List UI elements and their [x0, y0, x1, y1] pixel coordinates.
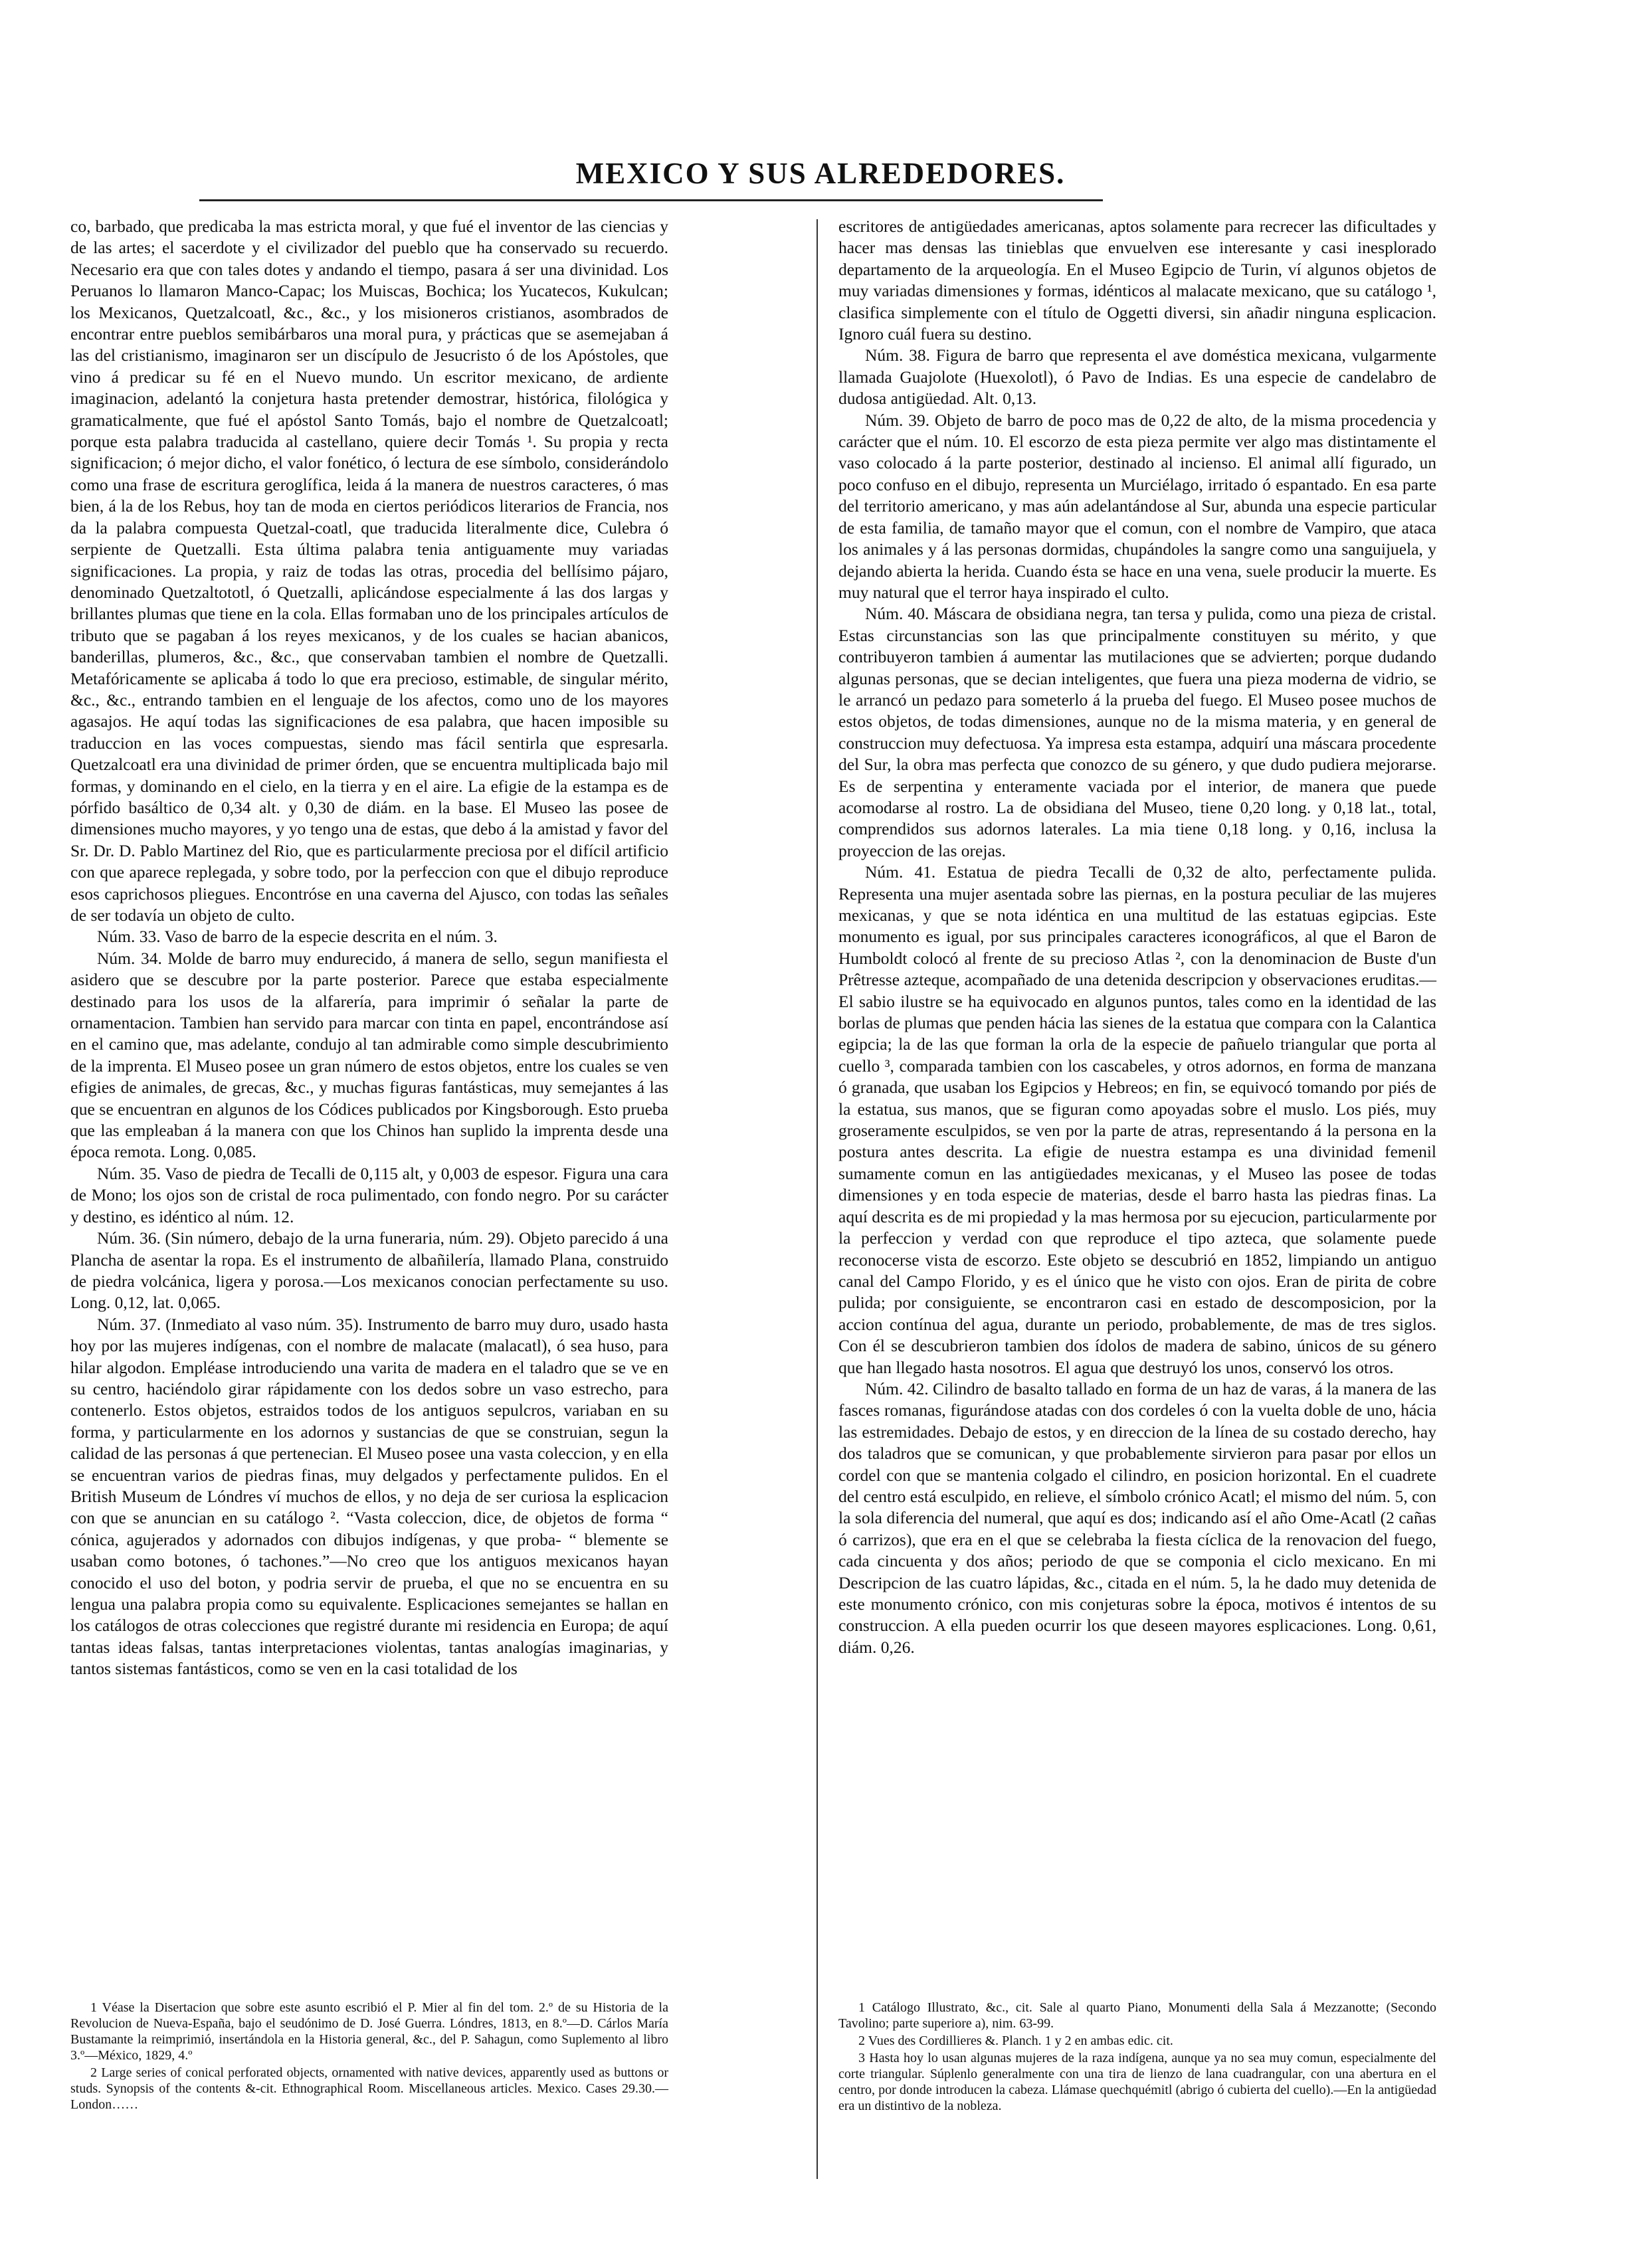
- footnote: 2 Large series of conical perforated objects, ornamented with native devices, apparently used as buttons or studs. Synopsis of the contents &-cit. Ethnographical Room. Miscellaneous articles. Mexico. Cases 29.30.—London……: [70, 2065, 668, 2112]
- paragraph: Núm. 42. Cilindro de basalto tallado en forma de un haz de varas, á la manera de las fasces romanas, figurándose atadas con dos cordeles ó con la vuelta doble de uno, hácia las estremidades. Debajo de estos, y en direccion de la línea de su costado derecho, hay dos taladros que se comunican, y que probablemente sirvieron para pasar por ellos un cordel con que se mantenia colgado el cilindro, en posicion horizontal. En el cuadrete del centro está esculpido, en relieve, el símbolo crónico Acatl; el mismo del núm. 5, con la sola diferencia del numeral, que aquí es dos; indicando así el año Ome-Acatl (2 cañas ó carrizos), que era en el que se celebraba la fiesta cíclica de la renovacion del fuego, cada cincuenta y dos años; periodo de que se componia el ciclo mexicano. En mi Descripcion de las cuatro lápidas, &c., citada en el núm. 5, la he dado muy detenida de este monumento crónico, con mis conjeturas sobre la época, motivos é intentos de su construccion. A ella pueden ocurrir los que deseen mayores esplicaciones. Long. 0,61, diám. 0,26.: [838, 1378, 1436, 1657]
- paragraph: Núm. 33. Vaso de barro de la especie descrita en el núm. 3.: [97, 927, 498, 947]
- title-rule: [199, 199, 1103, 201]
- footnote: 1 Catálogo Illustrato, &c., cit. Sale al quarto Piano, Monumenti della Sala á Mezzanotte; (Secondo Tavolino; parte superiore a), nim. 63-99.: [838, 2000, 1436, 2031]
- footnotes-right: [838, 2000, 1436, 2115]
- paragraph: Núm. 34. Molde de barro muy endurecido, á manera de sello, segun manifiesta el asidero que se descubre por la parte posterior. Parece que estaba especialmente destinado para los usos de la alfarería, para imprimir ó señalar la parte de ornamentacion. Tambien han servido para marcar con tinta en papel, encontrándose así en el camino que, mas adelante, condujo al tan admirable como simple descubrimiento de la imprenta. El Museo posee un gran número de estos objetos, entre los cuales se ven efigies de animales, de grecas, &c., y muchas figuras fantásticas, muy semejantes á las que se encuentran en algunos de los Códices publicados por Kingsborough. Esto prueba que las empleaban á la manera con que los Chinos han suplido la imprenta desde una época remota. Long. 0,085.: [70, 948, 668, 1162]
- paragraph: Núm. 35. Vaso de piedra de Tecalli de 0,115 alt, y 0,003 de espesor. Figura una cara de Mono; los ojos son de cristal de roca pulimentado, con fondo negro. Por su carácter y destino, es idéntico al núm. 12.: [70, 1163, 668, 1226]
- page-title: MEXICO Y SUS ALREDEDORES.: [575, 157, 1066, 190]
- left-column: [70, 216, 668, 1680]
- paragraph: Núm. 37. (Inmediato al vaso núm. 35). Instrumento de barro muy duro, usado hasta hoy por las mujeres indígenas, con el nombre de malacate (malacatl), ó sea huso, para hilar algodon. Empléase introduciendo una varita de madera en el taladro que se ve en su centro, haciéndolo girar rápidamente con los dedos sobre un vaso estrecho, para contenerlo. Estos objetos, estraidos todos de los antiguos sepulcros, variaban en su forma, y particularmente en los adornos y sustancias de que se construian, segun la calidad de las personas á que pertenecian. El Museo posee una vasta coleccion, y en ella se encuentran varios de piedras finas, muy delgados y perfectamente pulidos. En el British Museum de Lóndres ví muchos de ellos, y no deja de ser curiosa la esplicacion con que se anuncian en su catálogo ². “Vasta coleccion, dice, de objetos de forma “ cónica, agujerados y adornados con dibujos indígenas, y que proba- “ blemente se usaban como botones, ó tachones.”—No creo que los antiguos mexicanos hayan conocido el uso del boton, y podria servir de prueba, el que no se encuentra en su lengua una palabra propia como su equivalente. Esplicaciones semejantes se hallan en los catálogos de otras colecciones que registré durante mi residencia en Europa; de aquí tantas ideas falsas, tantas interpretaciones violentas, tantas analogías imaginarias, y tantos sistemas fantásticos, como se ven en la casi totalidad de los: [70, 1314, 668, 1679]
- footnote: 2 Vues des Cordillieres &. Planch. 1 y 2 en ambas edic. cit.: [858, 2033, 1173, 2048]
- paragraph: escritores de antigüedades americanas, aptos solamente para recrecer las dificultades y hacer mas densas las tinieblas que envuelven ese interesante y casi inesplorado departamento de la arqueología. En el Museo Egipcio de Turin, ví algunos objetos de muy variadas dimensiones y formas, idénticos al malacate mexicano, que su catálogo ¹, clasifica simplemente con el título de Oggetti diversi, sin añadir ninguna esplicacion. Ignoro cuál fuera su destino.: [838, 217, 1436, 344]
- footnote: 1 Véase la Disertacion que sobre este asunto escribió el P. Mier al fin del tom. 2.º de su Historia de la Revolucion de Nueva-España, bajo el seudónimo de D. José Guerra. Lóndres, 1813, en 8.º—D. Cárlos María Bustamante la reimprimió, insertándola en la Historia general, &c., del P. Sahagun, como Suplemento al libro 3.º—México, 1829, 4.º: [70, 2000, 668, 2063]
- paragraph: Núm. 41. Estatua de piedra Tecalli de 0,32 de alto, perfectamente pulida. Representa una mujer asentada sobre las piernas, en la postura peculiar de las mujeres mexicanas, y que se nota idéntica en una multitud de las estatuas egipcias. Este monumento es igual, por sus principales caracteres iconográficos, al que el Baron de Humboldt colocó al frente de su precioso Atlas ², con la denominacion de Buste d'un Prêtresse azteque, acompañado de una detenida descripcion y observaciones eruditas.—El sabio ilustre se ha equivocado en algunos puntos, tales como en la identidad de las borlas de plumas que penden hácia las sienes de la estatua que compara con la Calantica egipcia; la de las que forman la orla de la especie de pañuelo triangular que porta al cuello ³, comparada tambien con los cascabeles, y otros adornos, en forma de manzana ó granada, que usaban los Egipcios y Hebreos; en fin, se equivocó tomando por piés de la estatua, sus manos, que se figuran como apoyadas sobre el muslo. Los piés, muy groseramente esculpidos, se ven por la parte de atras, representando á la persona en la postura antes descrita. La efigie de nuestra estampa es una divinidad femenil sumamente comun en las antigüedades mexicanas, y el Museo las posee de todas dimensiones y en toda especie de materias, desde el barro hasta las piedras finas. La aquí descrita es de mi propiedad y la mas hermosa por su ejecucion, particularmente por la perfeccion y verdad con que reproduce el tipo azteca, que solamente puede reconocerse vista de escorzo. Este objeto se descubrió en 1852, limpiando un antiguo canal del Campo Florido, y es el único que he visto con ojos. Eran de pirita de cobre pulida; por consiguiente, se encontraron casi en estado de descomposicion, por la accion contínua del agua, durante un periodo, probablemente, de mas de tres siglos. Con él se descubrieron tambien dos ídolos de madera de sabino, únicos de su género que han llegado hasta nosotros. El agua que destruyó los unos, conservó los otros.: [838, 862, 1436, 1377]
- paragraph: Núm. 39. Objeto de barro de poco mas de 0,22 de alto, de la misma procedencia y carácter que el núm. 10. El escorzo de esta pieza permite ver algo mas distintamente el vaso colocado á la parte posterior, destinado al incienso. El animal allí figurado, un poco confuso en el dibujo, representa un Murciélago, irritado ó espantado. En esa parte del territorio americano, y mas aún adelantándose al Sur, abunda una especie particular de esta familia, de tamaño mayor que el comun, con el nombre de Vampiro, que ataca los animales y á las personas dormidas, chupándoles la sangre como una sanguijuela, y dejando abierta la herida. Cuando ésta se hace en una vena, suele producir la muerte. Es muy natural que el terror haya inspirado el culto.: [838, 410, 1436, 602]
- paragraph: Núm. 40. Máscara de obsidiana negra, tan tersa y pulida, como una pieza de cristal. Estas circunstancias son las que principalmente constituyen su mérito, y que contribuyeron tambien á aumentar las mutilaciones que se advierten; porque dudando algunas personas, que se decian inteligentes, que fuera una pieza moderna de vidrio, se le arrancó un pedazo para someterlo á la prueba del fuego. El Museo posee muchos de estos objetos, de todas dimensiones, aunque no de la misma materia, y en general de construccion muy defectuosa. Ya impresa esta estampa, adquirí una máscara procedente del Sur, la obra mas perfecta que conozco de su género, y que dudo pudiera mejorarse. Es de serpentina y enteramente vaciada por el interior, de manera que puede acomodarse al rostro. La de obsidiana del Museo, tiene 0,20 long. y 0,18 lat., total, comprendidos sus adornos laterales. La mia tiene 0,18 long. y 0,16, inclusa la proyeccion de las orejas.: [838, 604, 1436, 860]
- footnotes-left: [70, 2000, 668, 2114]
- paragraph: Núm. 36. (Sin número, debajo de la urna funeraria, núm. 29). Objeto parecido á una Plancha de asentar la ropa. Es el instrumento de albañilería, llamado Plana, construido de piedra volcánica, ligera y porosa.—Los mexicanos conocian perfectamente su uso. Long. 0,12, lat. 0,065.: [70, 1228, 668, 1313]
- footnote: 3 Hasta hoy lo usan algunas mujeres de la raza indígena, aunque ya no sea muy comun, especialmente del corte triangular. Súplenlo generalmente con una tira de lienzo de lana cuadrangular, con una abertura en el centro, por donde introducen la cabeza. Llámase quechquémitl (abrigo ó cubierta del cuello).—En la antigüedad era un distintivo de la nobleza.: [838, 2051, 1436, 2113]
- paragraph: Núm. 38. Figura de barro que representa el ave doméstica mexicana, vulgarmente llamada Guajolote (Huexolotl), ó Pavo de Indias. Es una especie de candelabro de dudosa antigüedad. Alt. 0,13.: [838, 345, 1436, 409]
- paragraph: co, barbado, que predicaba la mas estricta moral, y que fué el inventor de las ciencias y de las artes; el sacerdote y el civilizador del pueblo que ha conservado su recuerdo. Necesario era que con tales dotes y andando el tiempo, pasara á ser una divinidad. Los Peruanos lo llamaron Manco-Capac; los Muiscas, Bochica; los Yucatecos, Kukulcan; los Mexicanos, Quetzalcoatl, &c., &c., y los misioneros cristianos, asombrados de encontrar entre pueblos semibárbaros una moral pura, y prácticas que se asemejaban á las del cristianismo, imaginaron ser un discípulo de Jesucristo ó de los Apóstoles, que vino á predicar su fé en el Nuevo mundo. Un escritor mexicano, de ardiente imaginacion, adelantó la conjetura hasta pretender demostrar, histórica, filológica y gramaticalmente, que fué el apóstol Santo Tomás, bajo el nombre de Quetzalcoatl; porque esta palabra traducida al castellano, quiere decir Tomás ¹. Su propia y recta significacion; ó mejor dicho, el valor fonético, ó lectura de ese símbolo, considerándolo como una frase de escritura geroglífica, leida á la manera de nuestros caracteres, ó mas bien, á la de los Rebus, hoy tan de moda en ciertos periódicos literarios de Francia, nos da la palabra compuesta Quetzal-coatl, que traducida literalmente dice, Culebra ó serpiente de Quetzalli. Esta última palabra tenia antiguamente muy variadas significaciones. La propia, y raiz de todas las otras, procedia del bellísimo pájaro, denominado Quetzaltototl, ó Quetzalli, aplicándose especialmente á las dos largas y brillantes plumas que tiene en la cola. Ellas formaban uno de los principales artículos de tributo que se pagaban á los reyes mexicanos, y de los cuales se hacian abanicos, banderillas, plumeros, &c., &c., que conservaban tambien el nombre de Quetzalli. Metafóricamente se aplicaba á todo lo que era precioso, estimable, de singular mérito, &c., &c., entrando tambien en el lenguaje de los afectos, como uno de los mayores agasajos. He aquí todas las significaciones de esa palabra, que hacen imposible su traduccion en las voces compuestas, siendo mas fácil sentirla que espresarla. Quetzalcoatl era una divinidad de primer órden, que se encuentra multiplicada bajo mil formas, y dominando en el cielo, en la tierra y en el aire. La efigie de la estampa es de pórfido basáltico de 0,34 alt. y 0,30 de diám. en la base. El Museo las posee de dimensiones mucho mayores, y yo tengo una de estas, que debo á la amistad y favor del Sr. Dr. D. Pablo Martinez del Rio, que es particularmente preciosa por el difícil artificio con que aparece replegada, y sobre todo, por la perfeccion con que el dibujo reproduce esos caprichosos pliegues. Encontróse en una caverna del Ajusco, con todas las señales de ser todavía un objeto de culto.: [70, 217, 669, 925]
- column-divider: [817, 219, 818, 2179]
- right-column: [838, 216, 1436, 1658]
